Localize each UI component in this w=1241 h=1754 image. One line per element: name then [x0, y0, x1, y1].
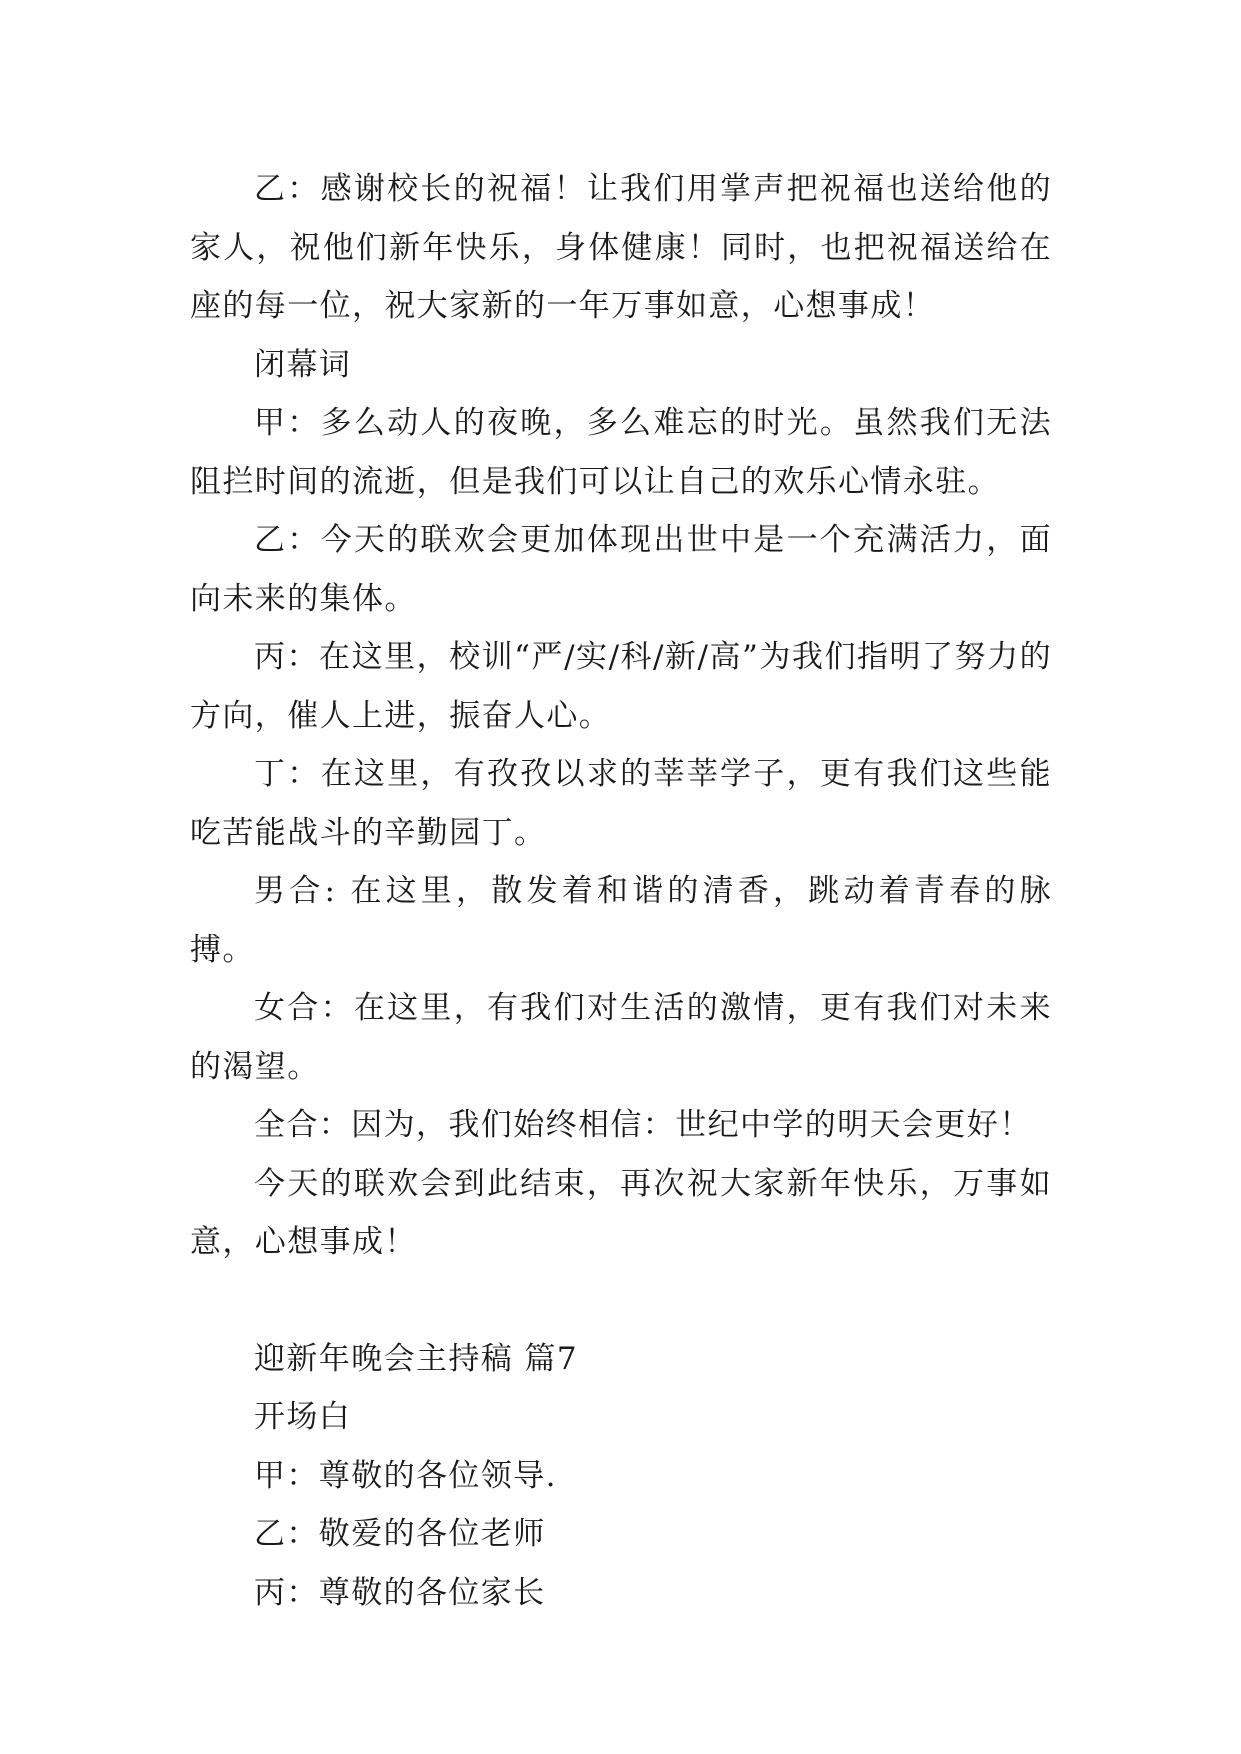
paragraph-jia-closing: 甲：多么动人的夜晚，多么难忘的时光。虽然我们无法阻拦时间的流逝，但是我们可以让自己的欢乐心情永驻。: [190, 405, 1052, 500]
section-spacer: [190, 1272, 1052, 1330]
heading-opening-remarks: 开场白: [254, 1399, 352, 1435]
paragraph-bing-closing: 丙：在这里，校训“严/实/科/新/高”为我们指明了努力的方向，催人上进，振奋人心。: [190, 639, 1052, 734]
paragraph-jia-opening: 甲：尊敬的各位领导.: [254, 1457, 557, 1494]
paragraph-male-chorus: 男合: 在这里，散发着和谐的清香，跳动着青春的脉搏。: [190, 873, 1052, 968]
section-title: 迎新年晚会主持稿 篇7: [254, 1340, 578, 1377]
document-body: [190, 160, 1052, 1622]
paragraph-ending: 今天的联欢会到此结束，再次祝大家新年快乐，万事如意，心想事成！: [190, 1165, 1052, 1260]
heading-closing-remarks: 闭幕词: [254, 346, 352, 383]
paragraph-bing-opening: 丙：尊敬的各位家长: [254, 1574, 546, 1611]
paragraph-all-chorus: 全合：因为，我们始终相信：世纪中学的明天会更好！: [254, 1107, 1032, 1143]
paragraph-thanks-principal: 乙：感谢校长的祝福！让我们用掌声把祝福也送给他的家人，祝他们新年快乐，身体健康！同时，也把祝福送给在座的每一位，祝大家新的一年万事如意，心想事成！: [190, 171, 1052, 324]
paragraph-female-chorus: 女合：在这里，有我们对生活的激情，更有我们对未来的渴望。: [190, 990, 1052, 1085]
paragraph-yi-closing: 乙：今天的联欢会更加体现出世中是一个充满活力，面向未来的集体。: [190, 522, 1052, 617]
paragraph-ding-closing: 丁：在这里，有孜孜以求的莘莘学子，更有我们这些能吃苦能战斗的辛勤园丁。: [190, 756, 1052, 851]
paragraph-yi-opening: 乙：敬爱的各位老师: [254, 1516, 546, 1552]
